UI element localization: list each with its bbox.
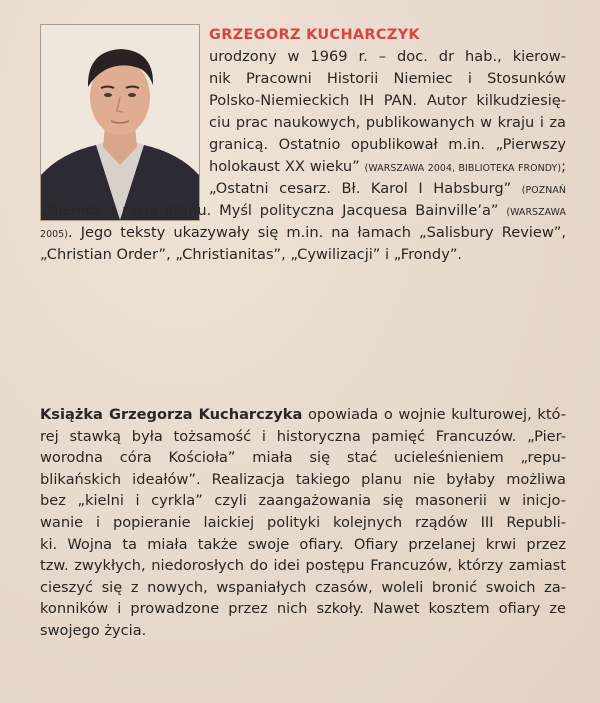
bio-line: ciu prac naukowych, publikowanych w kraju i za	[209, 114, 566, 131]
book-description	[40, 404, 566, 642]
description-line: swojego życia.	[40, 621, 147, 639]
bio-line: Polsko-Niemieckich IH PAN. Autor kilkudziesię-	[209, 92, 566, 109]
description-line: tzw. zwykłych, niedorosłych do idei postępu Francuzów, którzy zamiast	[40, 557, 566, 575]
description-line: wanie i popieranie laickiej polityki kolejnych rządów III Republi-	[40, 513, 566, 531]
description-line: cieszyć się z nowych, wspaniałych czasów, woleli bronić swoich za-	[40, 578, 566, 596]
bio-publication-note: 2005)	[40, 229, 69, 240]
description-line: konników i prowadzone przez nich szkoły. Nawet kosztem ofiary ze	[40, 600, 566, 618]
bio-line: „Ostatni cesarz. Bł. Karol I Habsburg” (POZNAŃ	[209, 179, 566, 199]
bio-line: nik Pracowni Historii Niemiec i Stosunków	[209, 70, 566, 87]
bio-line: granicą. Ostatnio opublikował m.in. „Pierwszy	[209, 136, 566, 153]
description-line: bez „kielni i cyrkla” czyli zaangażowania się masonerii w inicjo-	[40, 492, 566, 510]
description-line: blikańskich ideałów”. Realizacja takiego planu nie byłaby możliwa	[40, 470, 566, 488]
author-photo	[40, 24, 200, 221]
bio-publication-note: (WARSZAWA 2004, BIBLIOTEKA FRONDY)	[364, 163, 562, 174]
bio-line: urodzony w 1969 r. – doc. dr hab., kierow-	[209, 48, 566, 65]
bio-line: „Christian Order”, „Christianitas”, „Cywilizacji” i „Frondy”.	[40, 246, 463, 263]
bio-line: holokaust XX wieku” (WARSZAWA 2004, BIBLIOTEKA FRONDY);	[209, 158, 566, 175]
description-lead: Książka Grzegorza Kucharczyka	[40, 406, 303, 423]
bio-line: 2005). Jego teksty ukazywały się m.in. na łamach „Salisbury Review”,	[40, 224, 566, 241]
description-line: Książka Grzegorza Kucharczyka opowiada o wojnie kulturowej, któ-	[40, 406, 567, 423]
description-line: ki. Wojna ta miała także swoje ofiary. Ofiary przelanej krwi przez	[40, 535, 566, 553]
author-name: GRZEGORZ KUCHARCZYK	[209, 27, 420, 43]
bio-publication-note: (WARSZAWA	[506, 207, 566, 218]
description-line: worodna córa Kościoła” miała się stać ucieleśnieniem „repu-	[40, 449, 566, 467]
bio-publication-note: (POZNAŃ	[521, 185, 566, 196]
bio-line: „Niemcy i racja stanu. Myśl polityczna Jacquesa Bainville’a” (WARSZAWA	[40, 202, 566, 219]
description-line: rej stawką była tożsamość i historyczna pamięć Francuzów. „Pier-	[40, 427, 566, 445]
